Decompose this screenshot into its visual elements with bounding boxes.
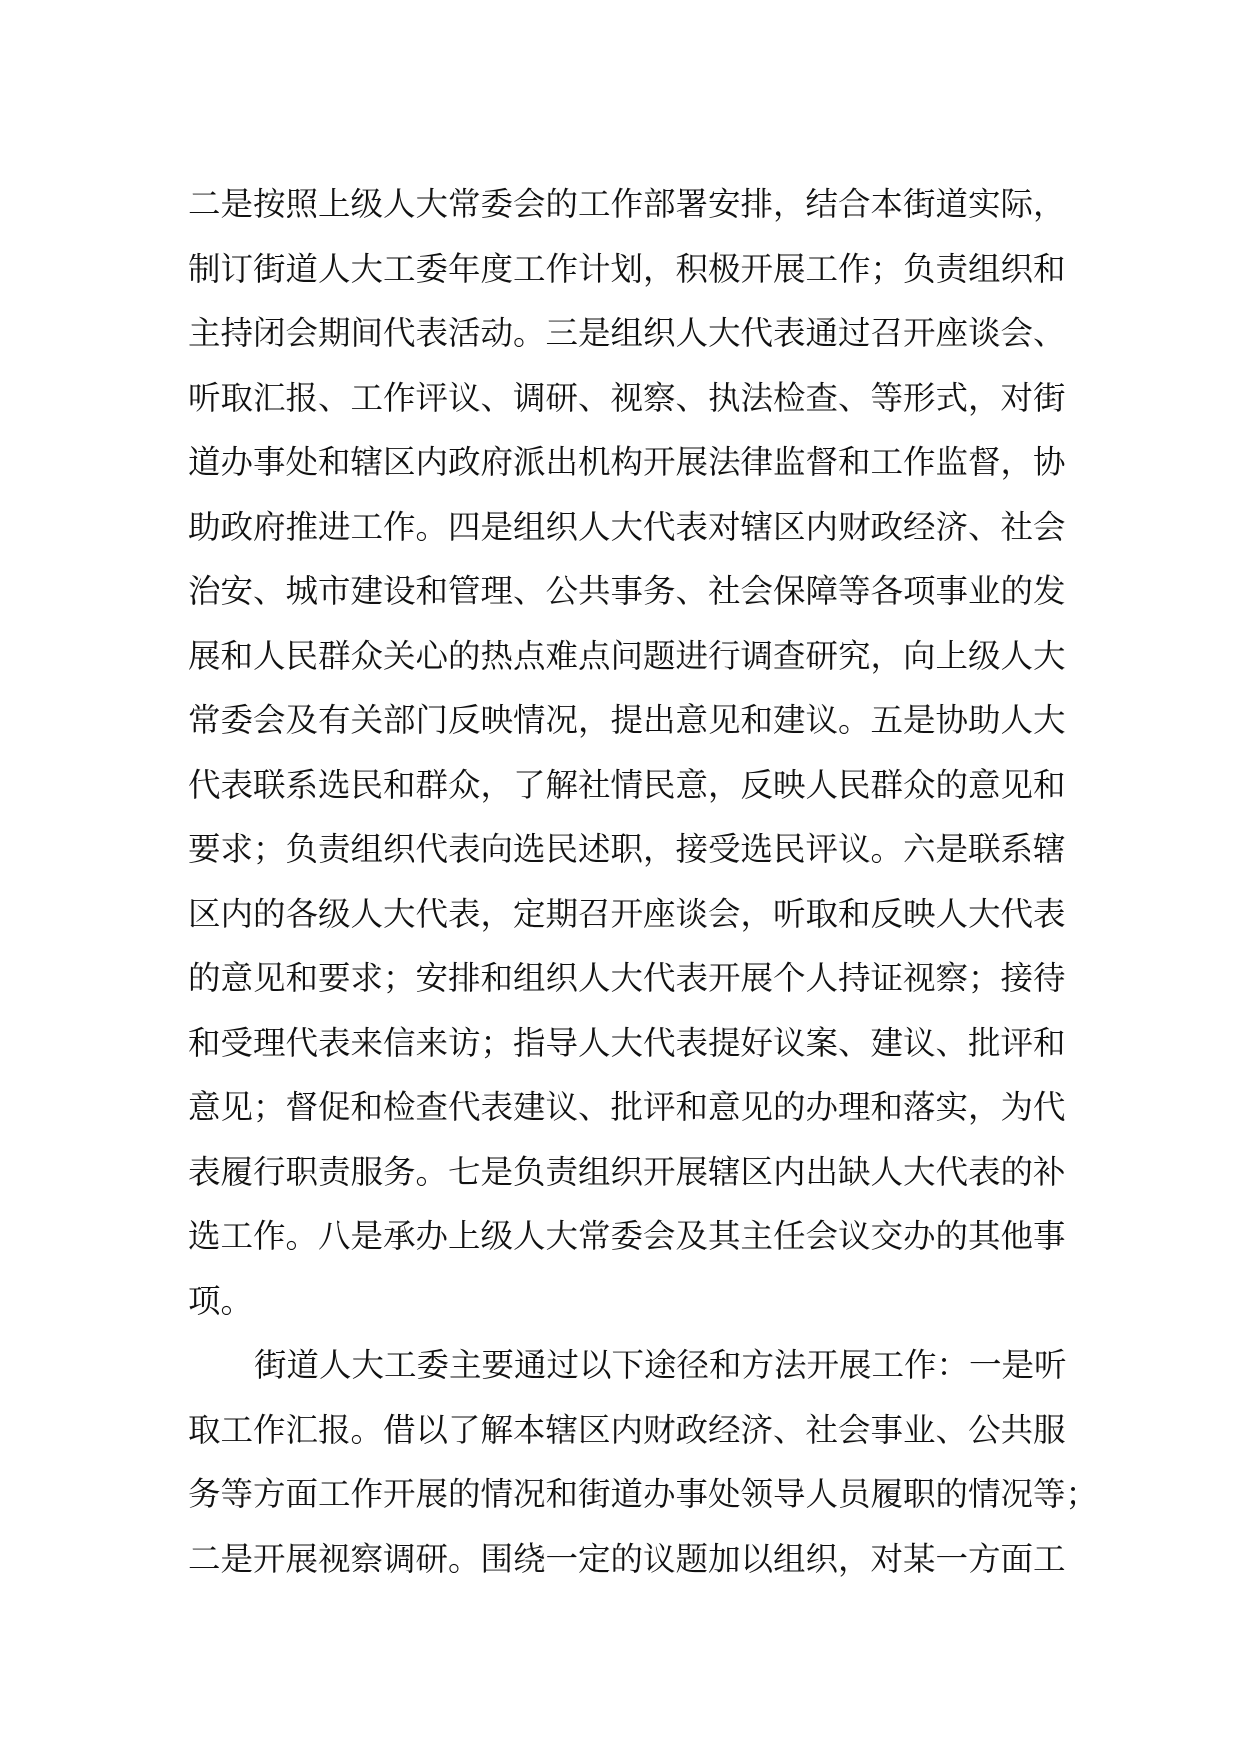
text-line: 要求；负责组织代表向选民述职，接受选民评议。六是联系辖 [188,830,1066,868]
document-body [188,172,1099,1591]
text-line: 展和人民群众关心的热点难点问题进行调查研究，向上级人大 [188,636,1066,675]
text-line: 取工作汇报。借以了解本辖区内财政经济、社会事业、公共服 [188,1410,1066,1449]
text-line: 务等方面工作开展的情况和街道办事处领导人员履职的情况等； [188,1475,1099,1513]
text-line: 意见；督促和检查代表建议、批评和意见的办理和落实，为代 [188,1088,1066,1126]
text-line: 选工作。八是承办上级人大常委会及其主任会议交办的其他事 [188,1217,1066,1255]
paragraph-2 [188,1333,1099,1591]
text-line: 道办事处和辖区内政府派出机构开展法律监督和工作监督，协 [188,443,1066,481]
paragraph-1 [188,172,1088,1333]
text-line: 和受理代表来信来访；指导人大代表提好议案、建议、批评和 [188,1023,1066,1062]
text-line: 治安、城市建设和管理、公共事务、社会保障等各项事业的发 [188,572,1066,610]
text-line: 听取汇报、工作评议、调研、视察、执法检查、等形式，对街 [188,378,1066,417]
text-line: 项。 [188,1281,254,1320]
text-line: 常委会及有关部门反映情况，提出意见和建议。五是协助人大 [188,701,1066,739]
text-line: 街道人大工委主要通过以下途径和方法开展工作：一是听 [254,1346,1067,1384]
text-line: 区内的各级人大代表，定期召开座谈会，听取和反映人大代表 [188,894,1066,933]
text-line: 主持闭会期间代表活动。三是组织人大代表通过召开座谈会、 [188,314,1066,352]
text-line: 的意见和要求；安排和组织人大代表开展个人持证视察；接待 [188,959,1066,997]
text-line: 制订街道人大工委年度工作计划，积极开展工作；负责组织和 [188,249,1066,288]
text-line: 助政府推进工作。四是组织人大代表对辖区内财政经济、社会 [188,507,1066,546]
text-line: 代表联系选民和群众，了解社情民意，反映人民群众的意见和 [188,765,1066,804]
text-line: 表履行职责服务。七是负责组织开展辖区内出缺人大代表的补 [188,1152,1066,1191]
text-line: 二是按照上级人大常委会的工作部署安排，结合本街道实际， [188,185,1066,223]
text-line: 二是开展视察调研。围绕一定的议题加以组织，对某一方面工 [188,1539,1066,1578]
